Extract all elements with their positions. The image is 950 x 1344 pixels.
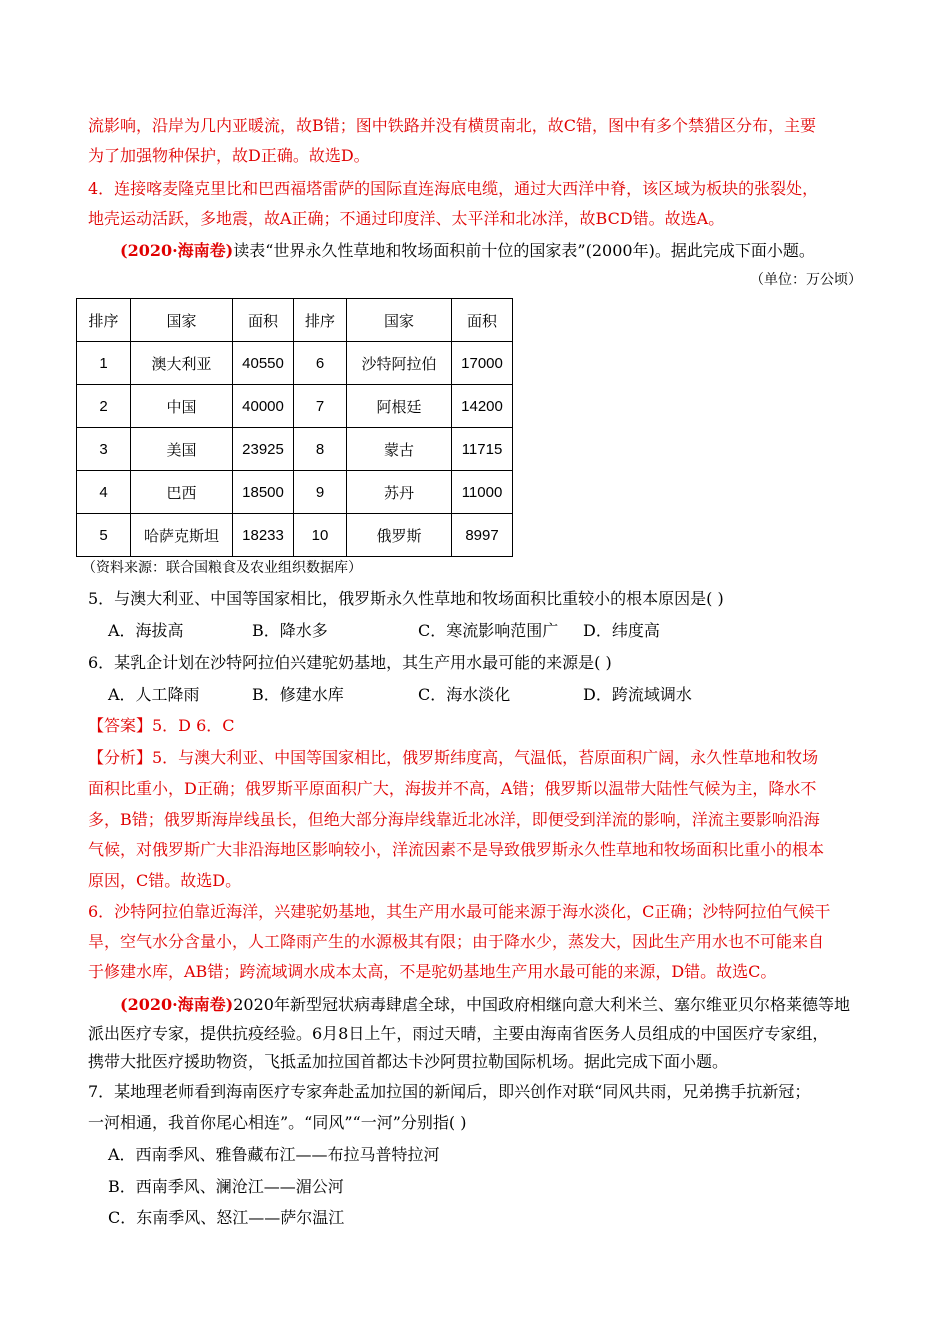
analysis-line: 4．连接喀麦隆克里比和巴西福塔雷萨的国际直连海底电缆，通过大西洋中脊，该区域为板块的张裂处， <box>88 179 819 198</box>
table-row <box>77 342 513 385</box>
table-header-cell: 面积 <box>452 299 513 342</box>
q7-option-c: C．东南季风、怒江——萨尔温江 <box>108 1208 345 1227</box>
table-header-row <box>77 299 513 342</box>
intro-text: 读表“世界永久性草地和牧场面积前十位的国家表”(2000年)。据此完成下面小题。 <box>233 241 815 260</box>
source-tag: (2020·海南卷) <box>120 995 234 1014</box>
answer-line: 【答案】5．D 6．C <box>88 716 235 735</box>
table-cell: 5 <box>77 514 131 557</box>
q6-option-c: C．海水淡化 <box>418 685 511 704</box>
q7-option-b: B．西南季风、澜沧江——湄公河 <box>108 1177 344 1196</box>
table-cell: 23925 <box>233 428 294 471</box>
table-cell: 14200 <box>452 385 513 428</box>
analysis-line: 流影响，沿岸为几内亚暖流，故B错；图中铁路并没有横贯南北，故C错，图中有多个禁猎区分布，主要 <box>88 116 817 135</box>
question-7-stem: 7．某地理老师看到海南医疗专家奔赴孟加拉国的新闻后，即兴创作对联“同风共雨，兄弟携手抗新冠； <box>88 1082 811 1101</box>
table-cell: 澳大利亚 <box>131 342 233 385</box>
q5-option-d: D．纬度高 <box>583 621 660 640</box>
table-cell: 7 <box>294 385 347 428</box>
table-cell: 俄罗斯 <box>347 514 452 557</box>
table-cell: 哈萨克斯坦 <box>131 514 233 557</box>
analysis-line: 6．沙特阿拉伯靠近海洋，兴建驼奶基地，其生产用水最可能来源于海水淡化，C正确；沙特阿拉伯气候干 <box>88 902 831 921</box>
table-cell: 中国 <box>131 385 233 428</box>
q6-option-a: A．人工降雨 <box>108 685 200 704</box>
analysis-line: 原因，C错。故选D。 <box>88 871 242 890</box>
grassland-table <box>76 298 513 557</box>
table-cell: 2 <box>77 385 131 428</box>
q5-option-b: B．降水多 <box>252 621 328 640</box>
table-header-cell: 排序 <box>77 299 131 342</box>
question-6-stem: 6．某乳企计划在沙特阿拉伯兴建驼奶基地，其生产用水最可能的来源是( ) <box>88 653 612 672</box>
unit-label: （单位：万公顷） <box>750 272 862 288</box>
intro-text: 携带大批医疗援助物资，飞抵孟加拉国首都达卡沙阿贯拉勒国际机场。据此完成下面小题。 <box>88 1052 729 1071</box>
intro-paragraph <box>120 995 850 1015</box>
table-cell: 18500 <box>233 471 294 514</box>
table-header-cell: 国家 <box>347 299 452 342</box>
table-cell: 8 <box>294 428 347 471</box>
analysis-line: 于修建水库，AB错；跨流域调水成本太高，不是驼奶基地生产用水最可能的来源，D错。故选C。 <box>88 962 777 981</box>
table-cell: 18233 <box>233 514 294 557</box>
table-cell: 蒙古 <box>347 428 452 471</box>
table-cell: 4 <box>77 471 131 514</box>
table-cell: 6 <box>294 342 347 385</box>
q6-option-d: D．跨流域调水 <box>583 685 692 704</box>
analysis-line: 面积比重小，D正确；俄罗斯平原面积广大，海拔并不高，A错；俄罗斯以温带大陆性气候为主，降水不 <box>88 779 817 798</box>
analysis-line: 多，B错；俄罗斯海岸线虽长，但绝大部分海岸线靠近北冰洋，即便受到洋流的影响，洋流主要影响沿海 <box>88 810 820 829</box>
analysis-line: 旱，空气水分含量小，人工降雨产生的水源极其有限；由于降水少，蒸发大，因此生产用水也不可能来自 <box>88 932 825 951</box>
q5-option-a: A．海拔高 <box>108 621 184 640</box>
analysis-line: 【分析】5．与澳大利亚、中国等国家相比，俄罗斯纬度高，气温低，苔原面积广阔，永久性草地和牧场 <box>88 748 819 767</box>
table-header-cell: 国家 <box>131 299 233 342</box>
question-7-stem: 一河相通，我首你尾心相连”。“同风”“一河”分别指( ) <box>88 1113 467 1132</box>
analysis-line: 气候，对俄罗斯广大非沿海地区影响较小，洋流因素不是导致俄罗斯永久性草地和牧场面积比重小的根本 <box>88 840 825 859</box>
table-cell: 8997 <box>452 514 513 557</box>
table-row <box>77 428 513 471</box>
table-cell: 40000 <box>233 385 294 428</box>
table-cell: 1 <box>77 342 131 385</box>
q7-option-a: A．西南季风、雅鲁藏布江——布拉马普特拉河 <box>108 1145 440 1164</box>
intro-text: 2020年新型冠状病毒肆虐全球，中国政府相继向意大利米兰、塞尔维亚贝尔格莱德等地 <box>233 995 850 1014</box>
table-cell: 3 <box>77 428 131 471</box>
table-cell: 巴西 <box>131 471 233 514</box>
table-row <box>77 514 513 557</box>
table-cell: 9 <box>294 471 347 514</box>
question-5-stem: 5．与澳大利亚、中国等国家相比，俄罗斯永久性草地和牧场面积比重较小的根本原因是( ) <box>88 589 724 608</box>
analysis-line: 为了加强物种保护，故D正确。故选D。 <box>88 146 370 165</box>
table-cell: 17000 <box>452 342 513 385</box>
table-cell: 11000 <box>452 471 513 514</box>
table-row <box>77 471 513 514</box>
intro-text: 派出医疗专家，提供抗疫经验。6月8日上午，雨过天晴，主要由海南省医务人员组成的中国医疗专家组， <box>88 1024 829 1043</box>
q5-option-c: C．寒流影响范围广 <box>418 621 559 640</box>
table-cell: 40550 <box>233 342 294 385</box>
table-cell: 沙特阿拉伯 <box>347 342 452 385</box>
table-cell: 阿根廷 <box>347 385 452 428</box>
table-source: （资料来源：联合国粮食及农业组织数据库） <box>82 560 362 576</box>
table-row <box>77 385 513 428</box>
table-cell: 苏丹 <box>347 471 452 514</box>
table-cell: 10 <box>294 514 347 557</box>
q6-option-b: B．修建水库 <box>252 685 344 704</box>
table-header-cell: 面积 <box>233 299 294 342</box>
intro-paragraph <box>120 241 815 261</box>
table-cell: 11715 <box>452 428 513 471</box>
table-header-cell: 排序 <box>294 299 347 342</box>
analysis-line: 地壳运动活跃，多地震，故A正确；不通过印度洋、太平洋和北冰洋，故BCD错。故选A。 <box>88 209 725 228</box>
table-cell: 美国 <box>131 428 233 471</box>
source-tag: (2020·海南卷) <box>120 241 234 260</box>
